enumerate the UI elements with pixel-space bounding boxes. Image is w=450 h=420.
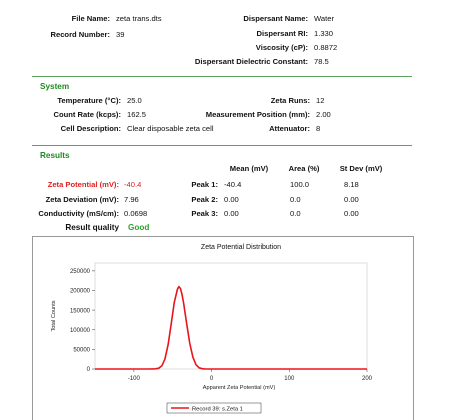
zeta-deviation-label: Zeta Deviation (mV): xyxy=(45,195,119,204)
y-tick-label: 150000 xyxy=(69,308,90,315)
results-divider xyxy=(32,145,412,146)
record-number-value: 39 xyxy=(116,30,125,39)
system-divider xyxy=(32,76,412,77)
dispersant-name-label: Dispersant Name: xyxy=(243,14,308,23)
y-tick-label: 50000 xyxy=(73,347,90,354)
x-tick-label: 200 xyxy=(361,376,373,382)
dielectric-constant-value: 78.5 xyxy=(314,57,329,66)
y-tick-label: 100000 xyxy=(69,327,90,334)
peak-3-area: 0.0 xyxy=(290,209,301,218)
conductivity-value: 0.0698 xyxy=(124,209,148,218)
attenuator-label: Attenuator: xyxy=(269,124,310,133)
legend-label: Record 39: s.Zeta 1 xyxy=(192,406,243,413)
x-tick-label: 0 xyxy=(209,376,214,382)
measurement-position-label: Measurement Position (mm): xyxy=(205,110,310,119)
cell-description-label: Cell Description: xyxy=(60,124,121,133)
y-axis-label: Total Counts xyxy=(51,300,57,332)
chart-title: Zeta Potential Distribution xyxy=(200,244,282,251)
peak-1-area: 100.0 xyxy=(290,180,310,189)
peak-3-mean: 0.00 xyxy=(224,209,239,218)
count-rate-value: 162.5 xyxy=(127,110,147,119)
results-section-title: Results xyxy=(40,151,70,160)
temperature-label: Temperature (°C): xyxy=(57,96,121,105)
zeta-distribution-svg xyxy=(33,237,415,420)
dielectric-constant-label: Dispersant Dielectric Constant: xyxy=(194,57,308,66)
cell-description-value: Clear disposable zeta cell xyxy=(127,124,214,133)
peak-1-label: Peak 1: xyxy=(191,180,218,189)
series-line-1 xyxy=(95,287,367,369)
viscosity-label: Viscosity (cP): xyxy=(255,43,308,52)
dispersant-ri-value: 1.330 xyxy=(314,29,334,38)
temperature-value: 25.0 xyxy=(127,96,142,105)
zeta-distribution-chart xyxy=(32,236,414,420)
conductivity-label: Conductivity (mS/cm): xyxy=(38,209,119,218)
zeta-potential-value: -40.4 xyxy=(124,180,142,189)
peak-1-stdev: 8.18 xyxy=(344,180,359,189)
dispersant-ri-label: Dispersant RI: xyxy=(256,29,308,38)
dispersant-name-value: Water xyxy=(314,14,334,23)
x-axis-label: Apparent Zeta Potential (mV) xyxy=(202,385,276,391)
peak-1-mean: -40.4 xyxy=(224,180,242,189)
file-name-value: zeta trans.dts xyxy=(116,14,162,23)
result-quality-value: Good xyxy=(128,223,150,232)
attenuator-value: 8 xyxy=(316,124,321,133)
zeta-deviation-value: 7.96 xyxy=(124,195,139,204)
mean-column-header: Mean (mV) xyxy=(229,164,269,173)
x-tick-label: -100 xyxy=(127,376,140,382)
peak-2-area: 0.0 xyxy=(290,195,301,204)
viscosity-value: 0.8872 xyxy=(314,43,338,52)
measurement-position-value: 2.00 xyxy=(316,110,331,119)
file-name-label: File Name: xyxy=(71,14,110,23)
zeta-potential-label: Zeta Potential (mV): xyxy=(47,180,119,189)
zeta-runs-label: Zeta Runs: xyxy=(270,96,310,105)
result-quality-label: Result quality xyxy=(65,223,119,232)
zeta-runs-value: 12 xyxy=(316,96,325,105)
y-tick-label: 200000 xyxy=(69,288,90,295)
record-number-label: Record Number: xyxy=(50,30,110,39)
stdev-column-header: St Dev (mV) xyxy=(339,164,383,173)
y-tick-label: 0 xyxy=(86,367,90,374)
peak-3-stdev: 0.00 xyxy=(344,209,359,218)
peak-2-mean: 0.00 xyxy=(224,195,239,204)
area-column-header: Area (%) xyxy=(288,164,320,173)
y-tick-label: 250000 xyxy=(69,269,90,276)
count-rate-label: Count Rate (kcps): xyxy=(53,110,121,119)
plot-area xyxy=(95,263,367,369)
system-section-title: System xyxy=(40,82,70,91)
peak-2-label: Peak 2: xyxy=(191,195,218,204)
peak-2-stdev: 0.00 xyxy=(344,195,359,204)
x-tick-label: 100 xyxy=(284,376,295,382)
peak-3-label: Peak 3: xyxy=(191,209,218,218)
